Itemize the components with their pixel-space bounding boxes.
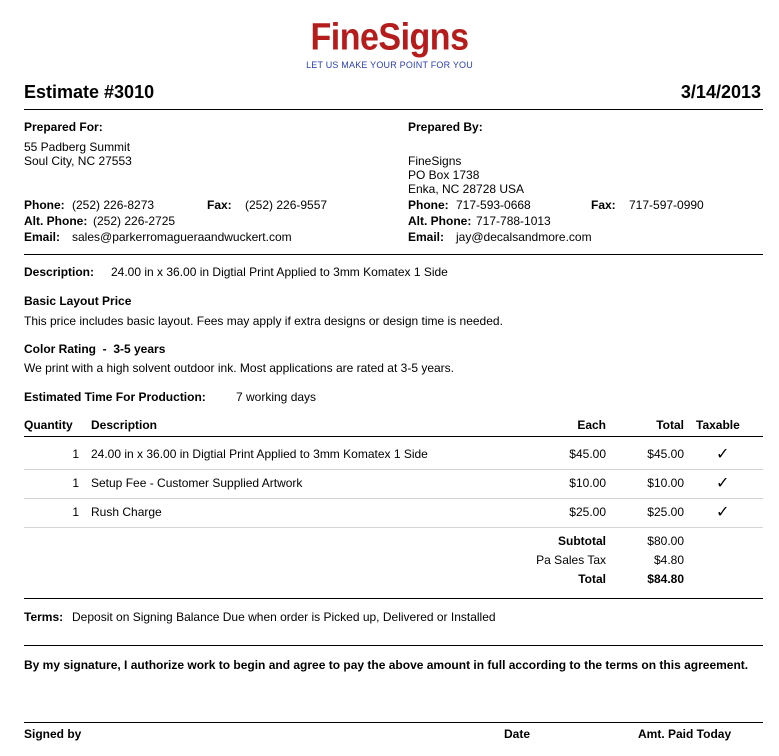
col-header-description: Description: [91, 418, 158, 432]
prepared-for-phone-label: Phone:: [24, 198, 65, 212]
totals-divider: [24, 598, 763, 599]
row-divider: [24, 527, 763, 528]
row-description: Rush Charge: [91, 505, 162, 519]
color-rating-title: Color Rating - 3-5 years: [24, 342, 166, 356]
prepared-for-phone: (252) 226-8273: [72, 198, 155, 212]
row-description: Setup Fee - Customer Supplied Artwork: [91, 476, 303, 490]
col-header-quantity: Quantity: [24, 418, 73, 432]
color-rating-text: We print with a high solvent outdoor ink. Most applications are rated at 3-5 years.: [24, 361, 455, 375]
row-total: $45.00: [647, 447, 684, 461]
prepared-by-email-label: Email:: [408, 230, 445, 244]
prepared-for-fax: (252) 226-9557: [245, 198, 328, 212]
prepared-for-alt-phone: (252) 226-2725: [93, 214, 176, 228]
description-value: 24.00 in x 36.00 in Digtial Print Applied to 3mm Komatex 1 Side: [111, 265, 448, 279]
row-total: $10.00: [647, 476, 684, 490]
authorization-statement: By my signature, I authorize work to begin and agree to pay the above amount in full according to the terms on this agreement.: [24, 658, 749, 672]
signature-line: [24, 722, 763, 723]
prepared-by-address1: PO Box 1738: [408, 168, 480, 182]
row-each: $25.00: [569, 505, 606, 519]
col-header-each: Each: [577, 418, 606, 432]
prepared-by-phone-label: Phone:: [408, 198, 449, 212]
prepared-for-address1: 55 Padberg Summit: [24, 140, 131, 154]
contact-divider: [24, 254, 763, 255]
prepared-for-address2: Soul City, NC 27553: [24, 154, 132, 168]
prepared-by-company: FineSigns: [408, 154, 462, 168]
terms-label: Terms:: [24, 610, 64, 624]
terms-value: Deposit on Signing Balance Due when order is Picked up, Delivered or Installed: [72, 610, 496, 624]
col-header-taxable: Taxable: [696, 418, 740, 432]
row-quantity: 1: [72, 505, 79, 519]
total-label: Total: [578, 572, 606, 586]
taxable-check-icon: ✓: [716, 504, 730, 521]
prepared-for-alt-phone-label: Alt. Phone:: [24, 214, 88, 228]
company-logo: [0, 15, 779, 59]
taxable-check-icon: ✓: [716, 446, 730, 463]
row-divider: [24, 498, 763, 499]
row-divider: [24, 469, 763, 470]
prepared-by-phone: 717-593-0668: [456, 198, 531, 212]
prepared-by-address2: Enka, NC 28728 USA: [408, 182, 525, 196]
layout-title: Basic Layout Price: [24, 294, 132, 308]
prepared-for-label: Prepared For:: [24, 120, 103, 134]
production-label: Estimated Time For Production:: [24, 390, 206, 404]
signed-by-label: Signed by: [24, 727, 82, 741]
row-quantity: 1: [72, 476, 79, 490]
row-description: 24.00 in x 36.00 in Digtial Print Applied to 3mm Komatex 1 Side: [91, 447, 428, 461]
title-divider: [24, 109, 763, 110]
table-header-divider: [24, 436, 763, 437]
prepared-by-email: jay@decalsandmore.com: [456, 230, 592, 244]
prepared-for-email: sales@parkerromagueraandwuckert.com: [72, 230, 292, 244]
taxable-check-icon: ✓: [716, 475, 730, 492]
date-label: Date: [504, 727, 531, 741]
description-label: Description:: [24, 265, 95, 279]
subtotal-label: Subtotal: [558, 534, 606, 548]
layout-text: This price includes basic layout. Fees may apply if extra designs or design time is needed.: [24, 314, 503, 328]
row-each: $45.00: [569, 447, 606, 461]
row-quantity: 1: [72, 447, 79, 461]
prepared-by-alt-phone-label: Alt. Phone:: [408, 214, 472, 228]
row-total: $25.00: [647, 505, 684, 519]
tax-value: $4.80: [653, 553, 684, 567]
estimate-title: Estimate #3010: [24, 82, 155, 102]
production-value: 7 working days: [236, 390, 317, 404]
prepared-for-fax-label: Fax:: [207, 198, 232, 212]
prepared-by-alt-phone: 717-788-1013: [476, 214, 551, 228]
estimate-date: 3/14/2013: [680, 82, 761, 102]
terms-divider: [24, 645, 763, 646]
total-value: $84.80: [647, 572, 684, 586]
amount-paid-label: Amt. Paid Today: [638, 727, 732, 741]
prepared-by-fax: 717-597-0990: [629, 198, 704, 212]
prepared-by-label: Prepared By:: [408, 120, 483, 134]
prepared-for-email-label: Email:: [24, 230, 61, 244]
tax-label: Pa Sales Tax: [536, 553, 606, 567]
logo-name: FineSigns: [310, 15, 469, 59]
row-each: $10.00: [569, 476, 606, 490]
subtotal-value: $80.00: [647, 534, 684, 548]
logo-tagline: LET US MAKE YOUR POINT FOR YOU: [306, 60, 473, 70]
col-header-total: Total: [656, 418, 684, 432]
prepared-by-fax-label: Fax:: [591, 198, 616, 212]
